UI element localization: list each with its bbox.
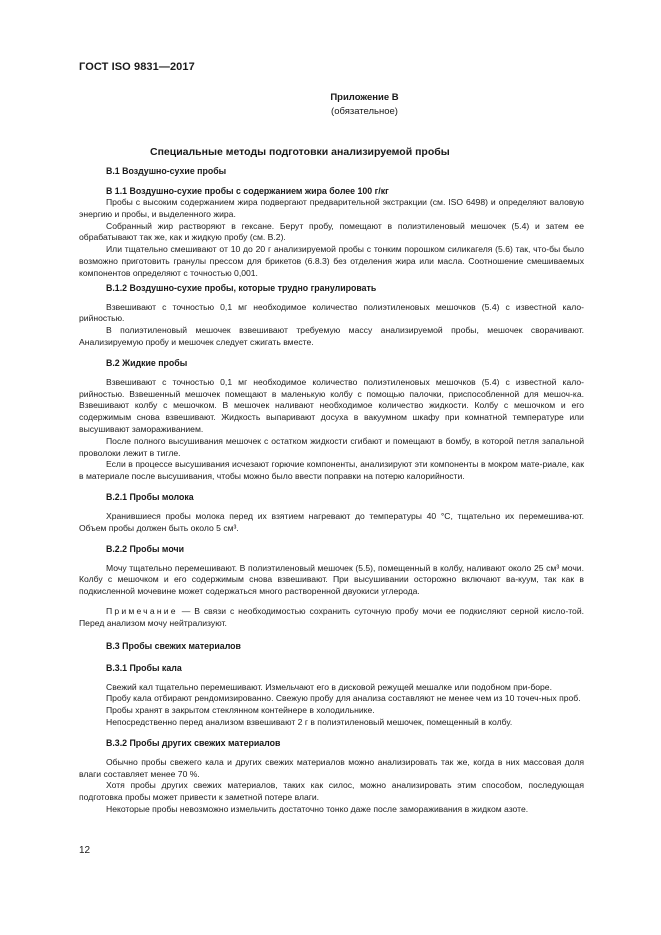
annex-title: Приложение В <box>330 92 399 103</box>
note <box>79 606 584 630</box>
heading-b2: В.2 Жидкие пробы <box>106 357 188 368</box>
annex-status: (обязательное) <box>331 106 398 117</box>
heading-b21: В.2.1 Пробы молока <box>106 491 194 502</box>
paragraph: Пробы хранят в закрытом стеклянном контейнере в холодильнике. <box>106 705 375 716</box>
paragraph: Если в процессе высушивания исчезают горючие компоненты, анализируют эти компоненты в мокром мате-риале, как в материале после высушивания, чтобы можно было ввести поправки на потерю калорийности. <box>79 459 584 482</box>
document-code: ГОСТ ISO 9831—2017 <box>79 61 195 73</box>
heading-b32: В.3.2 Пробы других свежих материалов <box>106 737 281 748</box>
paragraph: Непосредственно перед анализом взвешивают 2 г в полиэтиленовый мешочек, помещенный в колбу. <box>106 716 513 727</box>
heading-b11: В 1.1 Воздушно-сухие пробы с содержанием жира более 100 г/кг <box>106 186 389 196</box>
paragraph: После полного высушивания мешочек с остатком жидкости сгибают и помещают в бомбу, в которой петля запальной проволоки лежит в тигле. <box>79 435 584 458</box>
note-lead: Примечание <box>106 605 178 616</box>
paragraph: Хотя пробы других свежих материалов, таких как силос, можно анализировать этим способом, последующая подготовка пробы может привести к заметной потере влаги. <box>79 780 584 803</box>
note-text: — В связи с необходимостью сохранить суточную пробу мочи ее подкисляют серной кисло-той. Перед анализом мочу нейтрализуют. <box>79 605 585 628</box>
heading-b22: В.2.2 Пробы мочи <box>106 543 184 554</box>
paragraph: В полиэтиленовый мешочек взвешивают требуемую массу анализируемой пробы, мешочек сворачивают. Анализируемую пробу и мешочек следует сжигать вместе. <box>79 325 584 347</box>
heading-b3: В.3 Пробы свежих материалов <box>106 640 241 651</box>
section-title: Специальные методы подготовки анализируемой пробы <box>150 146 450 158</box>
heading-b1: В.1 Воздушно-сухие пробы <box>106 166 227 176</box>
heading-b12: В.1.2 Воздушно-сухие пробы, которые трудно гранулировать <box>106 282 377 293</box>
paragraph: Некоторые пробы невозможно измельчить достаточно тонко даже после замораживания в жидком азоте. <box>106 803 529 814</box>
paragraph: Пробу кала отбирают рендомизированно. Свежую пробу для анализа составляют не менее чем из 10 точеч-ных проб. <box>106 693 581 704</box>
paragraph: Свежий кал тщательно перемешивают. Измельчают его в дисковой режущей мешалке или подобном при-боре. <box>106 681 552 692</box>
page-number: 12 <box>79 845 91 856</box>
paragraph: Обычно пробы свежего кала и других свежих материалов можно анализировать так же, когда в них массовая доля влаги составляет менее 70 %. <box>79 756 584 779</box>
paragraph: Или тщательно смешивают от 10 до 20 г анализируемой пробы с тонким порошком силикагеля (5.6) так, что-бы было возможно приготовить гранулы прессом для брикетов (6.8.3) без отделения жира или масла. Соотношение смешиваемых компонентов определяют с точностью 0,001. <box>79 244 584 278</box>
paragraph: Взвешивают с точностью 0,1 мг необходимое количество полиэтиленовых мешочков (5.4) с известной кало-рийностью. Взвешенный мешочек помещают в маленькую колбу с помощью палочки, приспособленной для мешоч-ка. Взвешивают колбу с мешочком. В мешочек наливают необходимое количество жидкости. Колбу с мешочком и его содержимым снова взвешивают. Жидкость выпаривают досуха в вакуумном шкафу при комнатной температуре или высушивают замораживанием. <box>79 376 584 434</box>
document-body <box>79 165 584 816</box>
paragraph: Собранный жир растворяют в гексане. Берут пробу, помещают в полиэтиленовый мешочек (5.4) и затем ее обрабатывают так же, как и жидкую пробу (см. В.2). <box>79 220 584 243</box>
paragraph: Взвешивают с точностью 0,1 мг необходимое количество полиэтиленовых мешочков (5.4) с известной кало-рийностью. <box>79 301 584 324</box>
paragraph: Мочу тщательно перемешивают. В полиэтиленовый мешочек (5.5), помещенный в колбу, наливают около 25 см³ мочи. Колбу с мешочком и его содержимым снова взвешивают. При высушивании осторожно включают ва-куум, так как в подкисленной мочевине может содержаться много растворенной двуокиси углерода. <box>79 562 584 597</box>
paragraph: Хранившиеся пробы молока перед их взятием нагревают до температуры 40 °С, тщательно их перемешива-ют. Объем пробы должен быть около 5 см³. <box>79 510 584 533</box>
heading-b31: В.3.1 Пробы кала <box>106 662 182 673</box>
paragraph: Пробы с высоким содержанием жира подвергают предварительной экстракции (см. ISO 6498) и определяют валовую энергию и пробы, и выделенного жира. <box>79 197 584 219</box>
